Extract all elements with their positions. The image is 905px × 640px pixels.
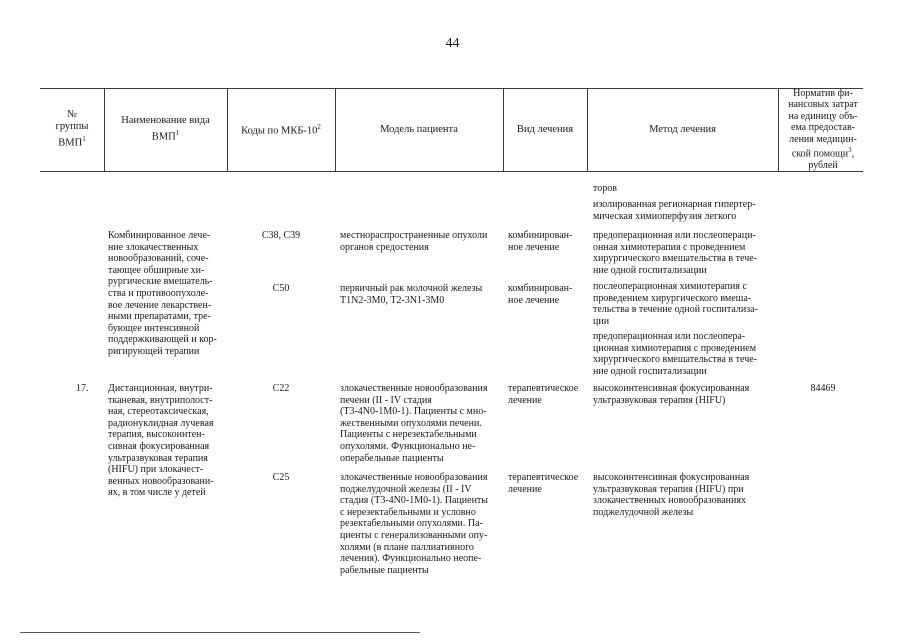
- block1-row2-method-1: послеоперационная химиотерапия с проведением хирургического вмеша- тельства в течение одной госпитализа- ции: [593, 281, 758, 327]
- block2-row2-codes: C25: [272, 472, 290, 483]
- block1-row1-method: предоперационная или послеопераци- онная химиотерапия с проведением хирургического вмешательства в тече- ние одной госпитализации: [593, 230, 758, 276]
- block2-row2-model: злокачественные новообразования поджелудочной железы (II - IV стадия (T3-4N0-1M0-1). Пациенты с нерезектабельными и условно резектабельными опухолями. Па- циенты с генерализованными опу- холями (в плане паллиативного лечения). Функционально неопе- рабельные пациенты: [340, 472, 489, 576]
- block1-row1-treatment: комбинирован- ное лечение: [508, 230, 573, 253]
- header-treatment: Вид лечения: [516, 123, 574, 135]
- header-model: Модель пациента: [380, 123, 458, 135]
- block1-row2-method-2: предоперационная или послеопера- ционная химиотерапия с проведением хирургического вмешательства в тече- ние одной госпитализации: [593, 331, 758, 377]
- block1-row1-codes: C38, C39: [261, 230, 301, 241]
- block2-row1-method: высокоинтенсивная фокусированная ультразвуковая терапия (HIFU): [593, 383, 750, 406]
- header-group: № группы ВМП$^1$: [55, 109, 89, 149]
- page-number: 44: [445, 36, 460, 51]
- block1-row2-codes: C50: [272, 283, 290, 294]
- block1-row2-model: первичный рак молочной железы T1N2-3M0, T2-3N1-3M0: [340, 283, 483, 306]
- method-continuation-2: изолированная регионарная гипертер- мическая химиоперфузия легкого: [593, 199, 756, 222]
- header-method: Метод лечения: [649, 123, 716, 135]
- block1-name: Комбинированное лече- ние злокачественных новообразований, соче- тающее обширные хи- рургические вмешатель- ства и противоопухоле- вое лечение лекарствен- ными препаратами, тре- бующее интенсивной поддержкивающей и кор- ригирующей терапии: [108, 230, 217, 357]
- block1-row2-treatment: комбинирован- ное лечение: [508, 283, 573, 306]
- header-name: Наименование вида ВМП$^1$: [121, 115, 210, 143]
- header-bottom-rule: [40, 171, 863, 172]
- page-bottom-rule: [20, 632, 420, 633]
- block2-row2-method: высокоинтенсивная фокусированная ультразвуковая терапия (HIFU) при злокачественных новообразованиях поджелудочной железы: [593, 472, 750, 518]
- block2-name: Дистанционная, внутри- тканевая, внутриполост- ная, стереотаксическая, радионуклидная лучевая терапия, высокоинтен- сивная фокусированная ультразвуковая терапия (HIFU) при злокачест- венных новообразовани- ях, в том числе у детей: [108, 383, 214, 499]
- block2-norm: 84469: [810, 383, 836, 394]
- block2-group-number: 17.: [76, 383, 89, 394]
- block2-row2-treatment: терапевтическое лечение: [508, 472, 579, 495]
- block2-row1-treatment: терапевтическое лечение: [508, 383, 579, 406]
- block2-row1-model: злокачественные новообразования печени (II - IV стадия (T3-4N0-1M0-1). Пациенты с мно- жественными опухолями печени. Пациенты с нерезектабельными опухолями. Функционально не- операбельные пациенты: [340, 383, 488, 464]
- method-continuation-1: торов: [593, 183, 617, 194]
- block1-row1-model: местнораспространенные опухоли органов средостения: [340, 230, 488, 253]
- header-norm: Норматив фи- нансовых затрат на единицу объ- ема предостав- ления медицин- ской помощи$^3$, рублей: [788, 87, 858, 171]
- block2-row1-codes: C22: [272, 383, 290, 394]
- header-codes: Коды по МКБ-$10^2$: [241, 123, 321, 137]
